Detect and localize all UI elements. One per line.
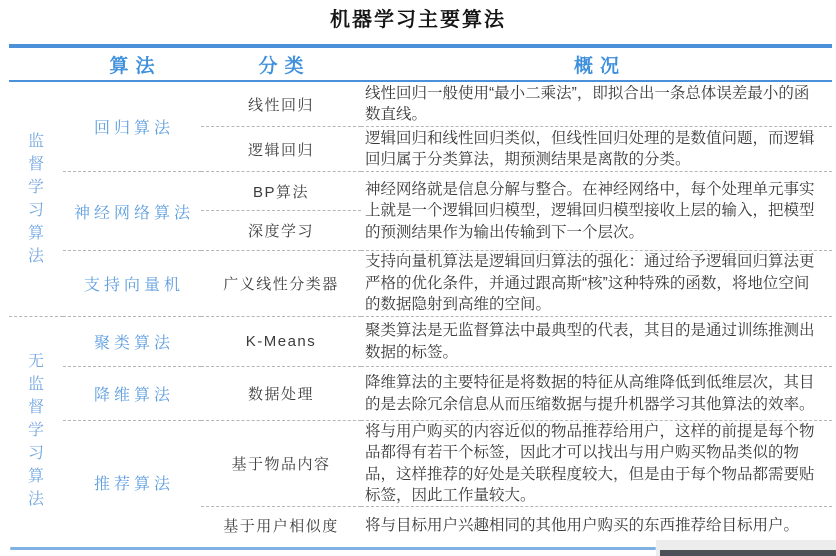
algorithms-table (9, 44, 832, 544)
category-kmeans-label: K-Means (245, 333, 317, 350)
algorithm-regression-label: 回归算法 (93, 120, 174, 137)
overview-neural-network (361, 171, 832, 250)
category-item-content-based-label: 基于物品内容 (231, 456, 331, 473)
overview-item-content-based-text: 将与用户购买的内容近似的物品推荐给用户，这样的前提是每个物品都得有若干个标签，因此才可以找出与用户购买物品类似的物品，这样推荐的好处是关联程度较大，但是由于每个物品都需要贴标签，因此工作量较大。 (365, 422, 815, 504)
overview-clustering (361, 316, 832, 366)
algorithm-recommendation-label: 推荐算法 (93, 476, 174, 493)
algorithm-neural-network-label: 神经网络算法 (73, 204, 194, 222)
category-generalized-linear-classifier (201, 250, 361, 316)
category-bp-algorithm (201, 171, 361, 210)
overview-user-similarity-based-text: 将与目标用户兴趣相同的其他用户购买的东西推荐给目标用户。 (365, 516, 800, 534)
algorithm-dimensionality-reduction (63, 366, 201, 420)
algorithm-recommendation (63, 420, 201, 544)
overview-dimensionality-reduction (361, 366, 832, 420)
category-deep-learning-label: 深度学习 (247, 223, 314, 240)
algorithm-svm (63, 250, 201, 316)
category-logistic-regression-label: 逻辑回归 (247, 141, 314, 159)
algorithm-svm-label: 支持向量机 (83, 277, 184, 294)
category-data-processing-label: 数据处理 (247, 386, 314, 403)
category-kmeans (201, 316, 361, 366)
page-title: 机器学习主要算法 (330, 9, 506, 31)
overview-linear-regression-text: 线性回归一般使用“最小二乘法”，即拟合出一条总体误差最小的函数直线。 (365, 84, 810, 123)
header-group-spacer (9, 48, 63, 80)
group-unsupervised (9, 316, 63, 544)
overview-linear-regression (361, 82, 832, 126)
algorithm-dimensionality-reduction-label: 降维算法 (93, 387, 174, 404)
table-header-row (9, 48, 832, 82)
overview-svm-text: 支持向量机算法是逻辑回归算法的强化：通过给予逻辑回归算法更严格的优化条件，并通过跟高斯“核”这种特殊的函数，将地位空间的数据隐射到高维的空间。 (365, 253, 815, 314)
category-logistic-regression (201, 126, 361, 171)
table-body (9, 82, 832, 544)
overview-svm (361, 250, 832, 316)
overview-logistic-regression-text: 逻辑回归和线性回归类似，但线性回归处理的是数值问题，而逻辑回归属于分类算法，期预测结果是离散的分类。 (365, 129, 815, 168)
category-item-content-based (201, 420, 361, 506)
header-category: 分类 (258, 55, 311, 77)
overview-user-similarity-based (361, 506, 832, 544)
group-supervised (9, 82, 63, 316)
bottom-right-dark-bar (660, 550, 836, 556)
category-bp-algorithm-label: BP算法 (252, 183, 309, 201)
algorithm-regression (63, 82, 201, 171)
category-linear-regression-label: 线性回归 (247, 96, 314, 114)
category-generalized-linear-classifier-label: 广义线性分类器 (223, 276, 339, 293)
overview-logistic-regression (361, 126, 832, 171)
algorithm-clustering-label: 聚类算法 (93, 335, 174, 352)
group-unsupervised-label: 无监督学习算法 (27, 353, 44, 508)
group-supervised-label: 监督学习算法 (27, 133, 44, 265)
overview-neural-network-text: 神经网络就是信息分解与整合。在神经网络中，每个处理单元事实上就是一个逻辑回归模型，逻辑回归模型接收上层的输入，把模型的预测结果作为输出传输到下一个层次。 (365, 180, 815, 241)
overview-dimensionality-reduction-text: 降维算法的主要特征是将数据的特征从高维降低到低维层次，其目的是去除冗余信息从而压缩数据与提升机器学习其他算法的效率。 (365, 374, 815, 413)
bottom-rule-light (10, 547, 656, 550)
category-user-similarity-based (201, 506, 361, 544)
overview-clustering-text: 聚类算法是无监督算法中最典型的代表，其目的是通过训练推测出数据的标签。 (365, 322, 815, 361)
category-linear-regression (201, 82, 361, 126)
category-data-processing (201, 366, 361, 420)
overview-item-content-based (361, 420, 832, 506)
category-user-similarity-based-label: 基于用户相似度 (223, 518, 339, 535)
algorithm-neural-network (63, 171, 201, 250)
algorithm-clustering (63, 316, 201, 366)
header-overview: 概况 (573, 55, 626, 77)
header-algorithm: 算法 (109, 55, 162, 77)
category-deep-learning (201, 210, 361, 250)
